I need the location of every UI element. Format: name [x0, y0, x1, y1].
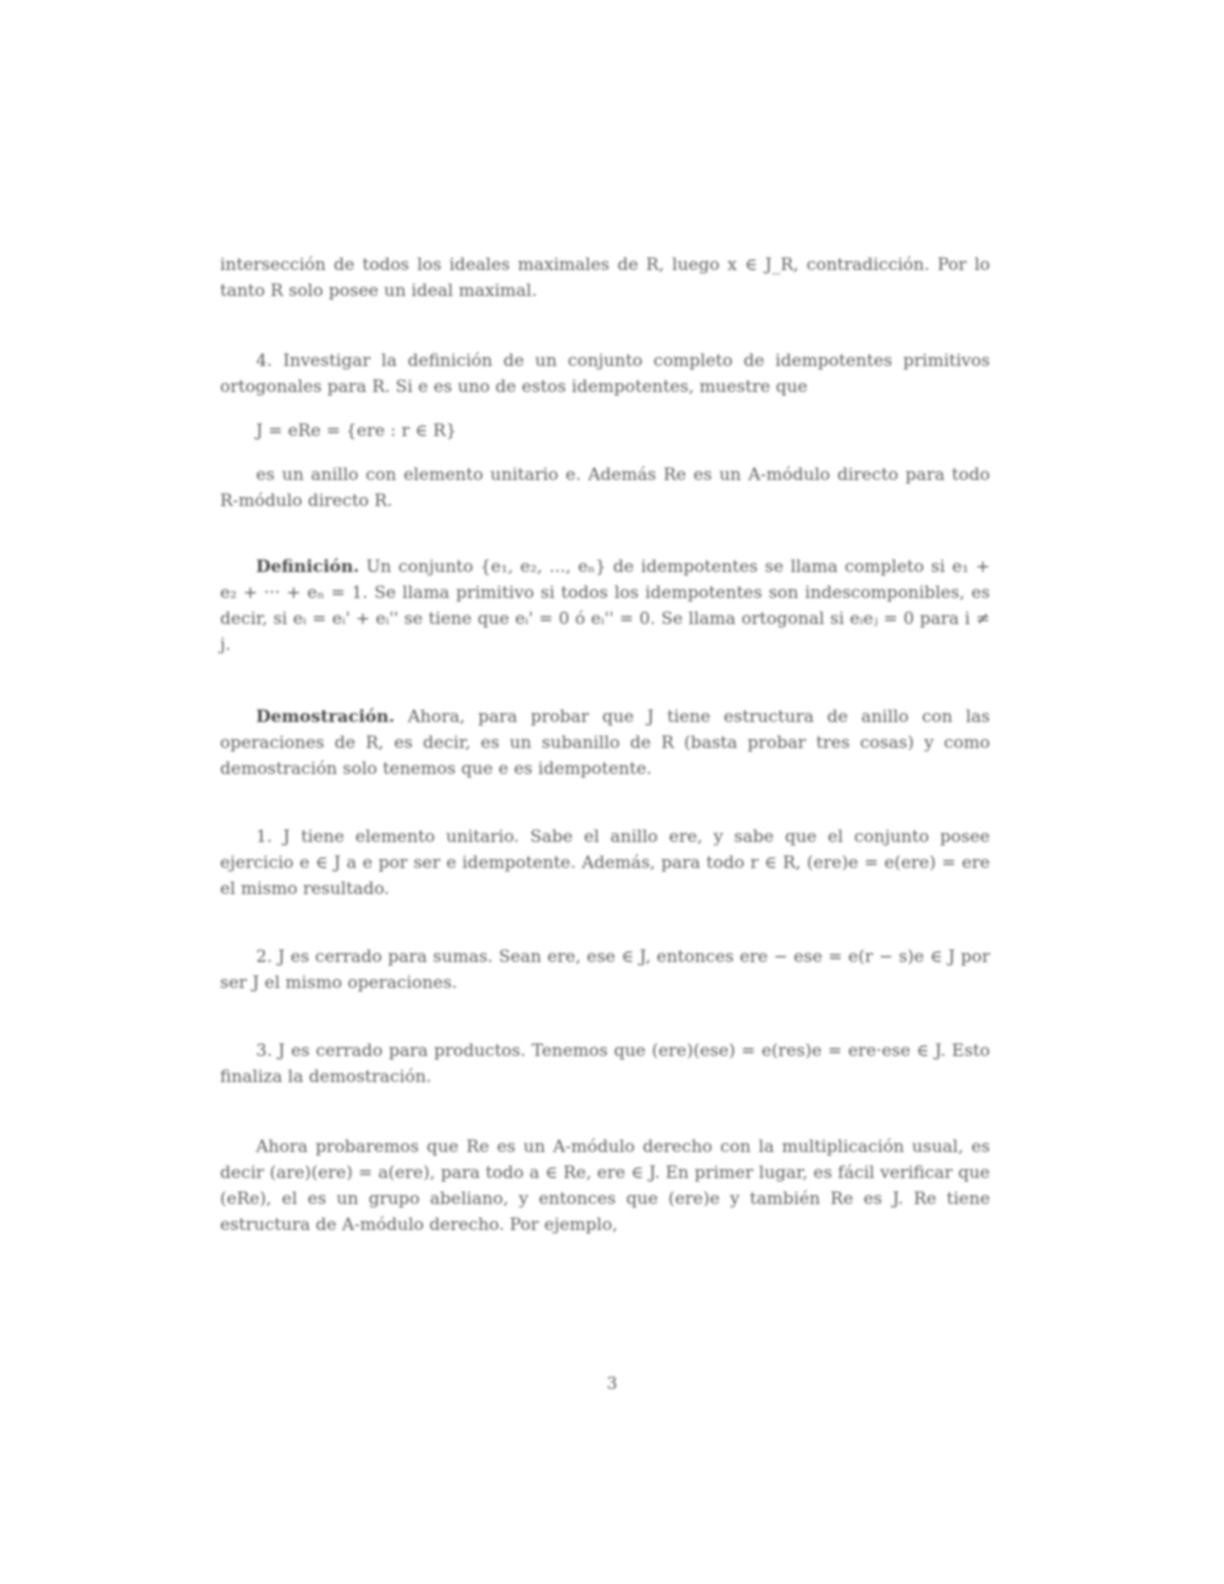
after-formula-paragraph: es un anillo con elemento unitario e. Además Re es un A-módulo directo para todo R-módulo directo R. — [220, 465, 990, 511]
proof-paragraph — [220, 704, 990, 782]
definition-label: Definición. — [256, 557, 360, 577]
intro-paragraph: intersección de todos los ideales maximales de R, luego x ∈ J_R, contradicción. Por lo tanto R solo posee un ideal maximal. — [220, 255, 990, 301]
document-body — [220, 252, 990, 1238]
closing-paragraph: Ahora probaremos que Re es un A-módulo derecho con la multiplicación usual, es decir (are)(ere) = a(ere), para todo a ∈ Re, ere ∈ J. En primer lugar, es fácil verificar que (eRe), el es un grupo abeliano, y entonces que (ere)e y también Re es J. Re tiene estructura de A-módulo derecho. Por ejemplo, — [220, 1137, 990, 1235]
formula: J = eRe = {ere : r ∈ R} — [256, 421, 457, 441]
item-4: 4. Investigar la definición de un conjunto completo de idempotentes primitivos ortogonales para R. Si e es uno de estos idempotentes, muestre que — [220, 351, 990, 397]
page-number: 3 — [606, 1374, 618, 1394]
proof-text: Ahora, para probar que J tiene estructura de anillo con las operaciones de R, es decir, es un subanillo de R (basta probar tres cosas) y como demostración solo tenemos que e es idempotente. — [220, 707, 990, 779]
step-1: 1. J tiene elemento unitario. Sabe el anillo ere, y sabe que el conjunto posee ejercicio e ∈ J a e por ser e idempotente. Además, para todo r ∈ R, (ere)e = e(ere) = ere el mismo resultado. — [220, 827, 990, 899]
definition-paragraph — [220, 554, 990, 658]
definition-text: Un conjunto {e₁, e₂, ..., eₙ} de idempotentes se llama completo si e₁ + e₂ + ··· + eₙ = 1. Se llama primitivo si todos los idempotentes son indescomponibles, es decir, si eᵢ = eᵢ' + eᵢ'' se tiene que eᵢ' = 0 ó eᵢ'' = 0. Se llama ortogonal si eᵢeⱼ = 0 para i ≠ j. — [220, 557, 990, 655]
step-2: 2. J es cerrado para sumas. Sean ere, ese ∈ J, entonces ere − ese = e(r − s)e ∈ J por ser J el mismo operaciones. — [220, 947, 990, 993]
proof-label: Demostración. — [256, 707, 395, 727]
step-3: 3. J es cerrado para productos. Tenemos que (ere)(ese) = e(res)e = ere·ese ∈ J. Esto finaliza la demostración. — [220, 1041, 990, 1087]
